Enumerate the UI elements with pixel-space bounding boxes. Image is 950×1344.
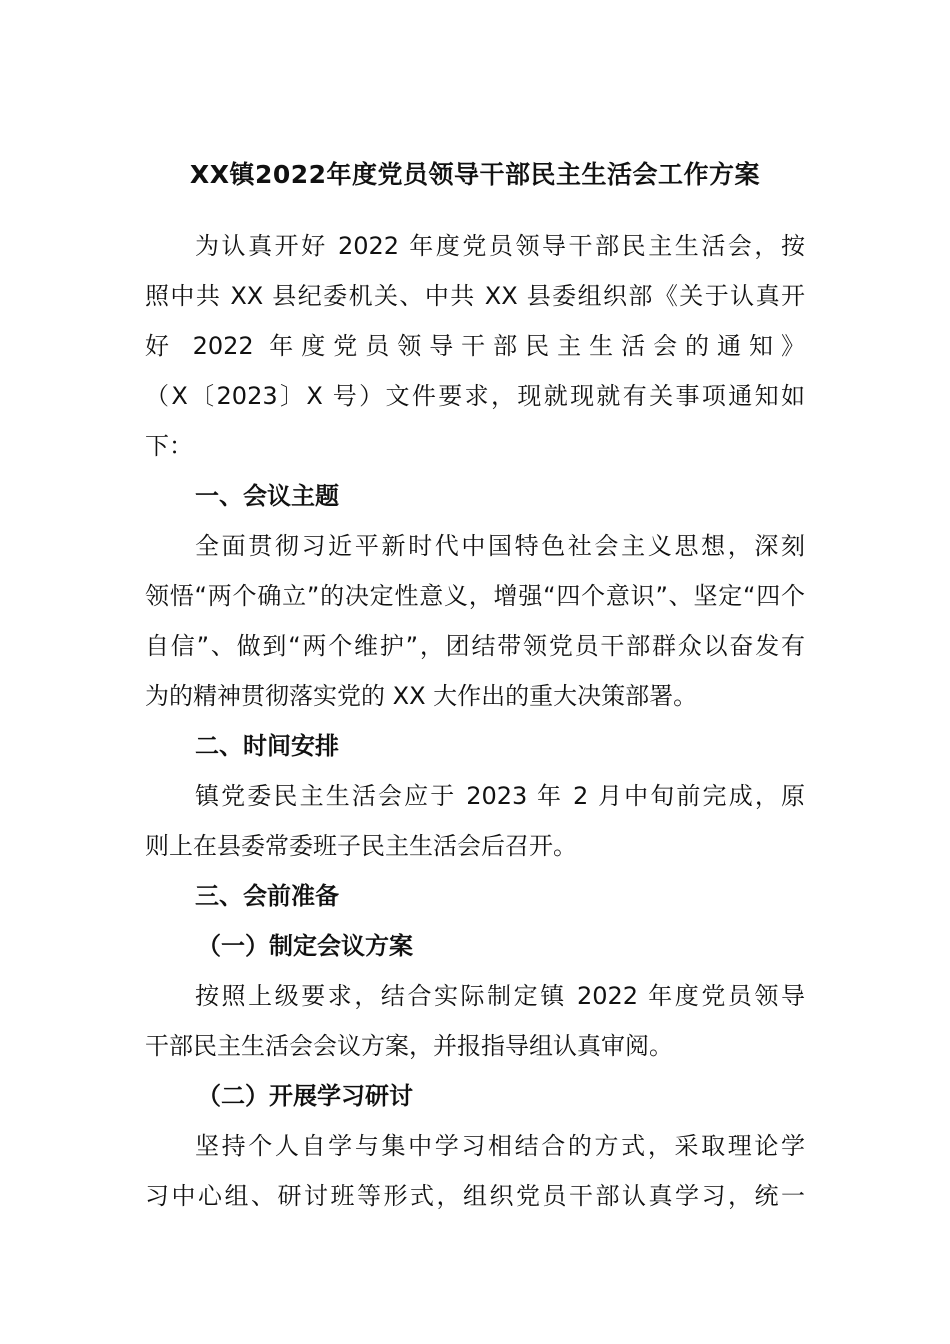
intro-line: 下： (145, 432, 193, 460)
paragraph-line: 全面贯彻习近平新时代中国特色社会主义思想，深刻 (195, 532, 805, 560)
section-heading: 三、会前准备 (195, 882, 339, 910)
paragraph-line: 按照上级要求，结合实际制定镇 2022 年度党员领导 (195, 982, 805, 1010)
intro-line: 为认真开好 2022 年度党员领导干部民主生活会，按 (195, 232, 805, 260)
intro-line: 好 2022 年度党员领导干部民主生活会的通知》 (145, 332, 805, 360)
paragraph-line: 则上在县委常委班子民主生活会后召开。 (145, 832, 577, 860)
paragraph-line: 镇党委民主生活会应于 2023 年 2 月中旬前完成，原 (195, 782, 805, 810)
paragraph-line: 自信”、做到“两个维护”，团结带领党员干部群众以奋发有 (145, 632, 805, 660)
section-heading: 二、时间安排 (195, 732, 339, 760)
intro-line: （X〔2023〕X 号）文件要求，现就现就有关事项通知如 (145, 382, 805, 410)
paragraph-line: 为的精神贯彻落实党的 XX 大作出的重大决策部署。 (145, 682, 698, 710)
paragraph-line: 干部民主生活会会议方案，并报指导组认真审阅。 (145, 1032, 673, 1060)
subsection-heading: （二）开展学习研讨 (197, 1082, 413, 1110)
paragraph-line: 领悟“两个确立”的决定性意义，增强“四个意识”、坚定“四个 (145, 582, 805, 610)
section-heading: 一、会议主题 (195, 482, 339, 510)
intro-line: 照中共 XX 县纪委机关、中共 XX 县委组织部《关于认真开 (145, 282, 805, 310)
paragraph-line: 习中心组、研讨班等形式，组织党员干部认真学习，统一 (145, 1182, 805, 1210)
subsection-heading: （一）制定会议方案 (197, 932, 413, 960)
paragraph-line: 坚持个人自学与集中学习相结合的方式，采取理论学 (195, 1132, 805, 1160)
document-title: XX镇2022年度党员领导干部民主生活会工作方案 (189, 160, 761, 189)
